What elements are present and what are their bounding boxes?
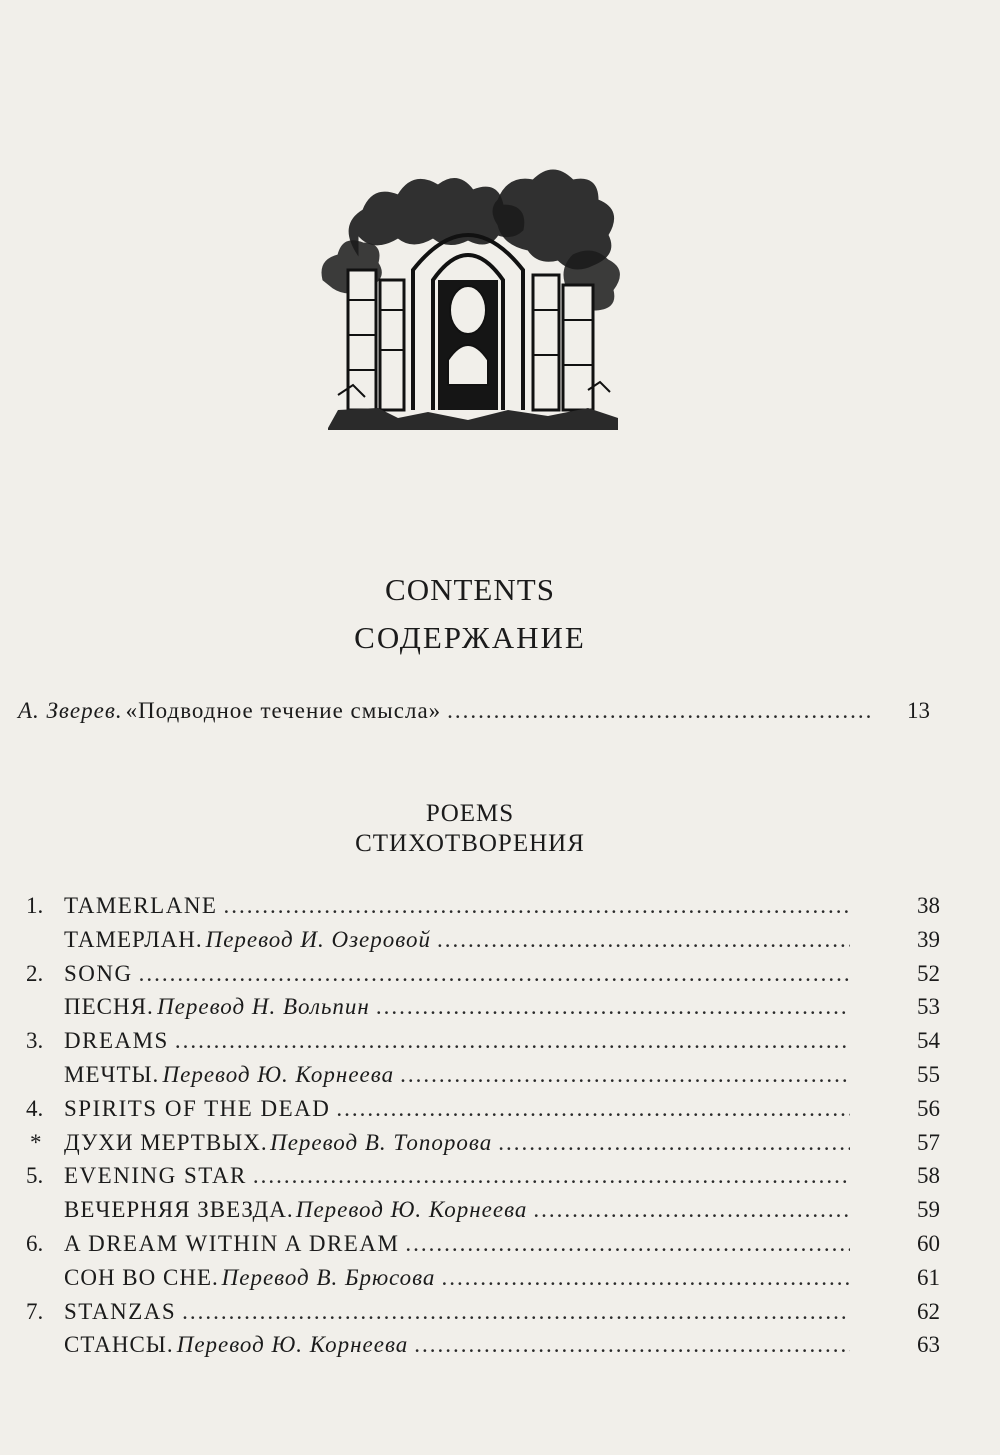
leader-dots (400, 1062, 850, 1088)
contents-heading-en: CONTENTS (385, 572, 555, 607)
entry-title: ПЕСНЯ. (64, 994, 154, 1020)
leader-dots (441, 1265, 850, 1291)
leader-dots (498, 1130, 850, 1156)
toc-entry (26, 1197, 940, 1227)
leader-dots (533, 1197, 850, 1223)
entry-number: 5. (26, 1163, 44, 1189)
entry-number: 1. (26, 893, 44, 918)
page-number: 39 (917, 926, 940, 952)
entry-title: ВЕЧЕРНЯЯ ЗВЕЗДА. (64, 1197, 294, 1223)
leader-dots (223, 893, 850, 919)
page-number: 63 (917, 1332, 940, 1358)
entry-title: ТАМЕРЛАН. (64, 926, 203, 952)
page-number: 53 (917, 994, 940, 1020)
entry-title: СТАНСЫ. (64, 1332, 174, 1358)
entry-title: SPIRITS OF THE DEAD (64, 1095, 331, 1121)
intro-author: А. Зверев. (18, 698, 123, 723)
entry-translator: Перевод В. Брюсова (221, 1264, 436, 1290)
intro-title: «Подводное течение смысла» (125, 698, 442, 723)
toc-entry (26, 1096, 940, 1126)
leader-dots (414, 1332, 850, 1358)
toc-entry (26, 1163, 940, 1193)
entry-title: EVENING STAR (64, 1163, 247, 1189)
toc-entry (26, 1062, 940, 1092)
entry-number: 4. (26, 1095, 44, 1121)
leader-dots (175, 1028, 850, 1054)
entry-translator: Перевод Ю. Корнеева (176, 1332, 409, 1358)
toc-entry (26, 1299, 940, 1329)
page-number: 59 (917, 1197, 940, 1223)
page-number: 56 (917, 1095, 940, 1121)
page-number: 38 (917, 893, 940, 918)
entry-title: STANZAS (64, 1298, 177, 1324)
page-number: 57 (917, 1129, 940, 1155)
page-number: 55 (917, 1062, 940, 1087)
toc-entry (26, 1265, 940, 1295)
toc-entry (26, 1332, 940, 1362)
toc-entry (26, 1130, 940, 1160)
entry-number: * (30, 1129, 42, 1155)
entry-number: 7. (26, 1298, 44, 1324)
leader-dots (182, 1299, 850, 1325)
page-number: 54 (917, 1028, 940, 1054)
entry-translator: Перевод И. Озеровой (205, 926, 431, 952)
entry-title: SONG (64, 960, 133, 986)
entry-translator: Перевод Ю. Корнеева (162, 1062, 395, 1087)
leader-dots (437, 927, 850, 953)
page-number: 13 (907, 698, 930, 723)
page-number: 61 (917, 1264, 940, 1290)
toc-entry (26, 893, 940, 923)
toc-entry (26, 994, 940, 1024)
entry-title: СОН ВО СНЕ. (64, 1264, 219, 1290)
entry-translator: Перевод Ю. Корнеева (295, 1197, 528, 1223)
poems-heading-ru: СТИХОТВОРЕНИЯ (355, 830, 585, 857)
entry-title: DREAMS (64, 1028, 169, 1054)
toc-entry (26, 1231, 940, 1261)
toc-entry (26, 927, 940, 957)
entry-title: МЕЧТЫ. (64, 1062, 160, 1087)
leader-dots (405, 1231, 850, 1257)
contents-heading-ru: СОДЕРЖАНИЕ (354, 620, 586, 655)
leader-dots (139, 961, 850, 987)
page-number: 52 (917, 960, 940, 986)
toc-entry-intro (18, 698, 930, 728)
entry-number: 6. (26, 1231, 44, 1256)
entry-title: ДУХИ МЕРТВЫХ. (64, 1129, 268, 1155)
leader-dots (376, 994, 850, 1020)
leader-dots (253, 1163, 850, 1189)
page-number: 60 (917, 1231, 940, 1256)
page-number: 62 (917, 1298, 940, 1324)
toc-entry (26, 961, 940, 991)
poems-heading-en: POEMS (425, 800, 515, 827)
entry-translator: Перевод В. Топорова (270, 1129, 493, 1155)
page-number: 58 (917, 1163, 940, 1189)
entry-title: A DREAM WITHIN A DREAM (64, 1231, 400, 1256)
toc-entry (26, 1028, 940, 1058)
leader-dots (447, 698, 870, 724)
entry-translator: Перевод Н. Вольпин (157, 994, 370, 1020)
leader-dots (336, 1096, 850, 1122)
entry-number: 3. (26, 1028, 44, 1054)
entry-number: 2. (26, 960, 44, 986)
ruins-vignette-illustration (318, 160, 628, 435)
entry-title: TAMERLANE (64, 893, 218, 918)
